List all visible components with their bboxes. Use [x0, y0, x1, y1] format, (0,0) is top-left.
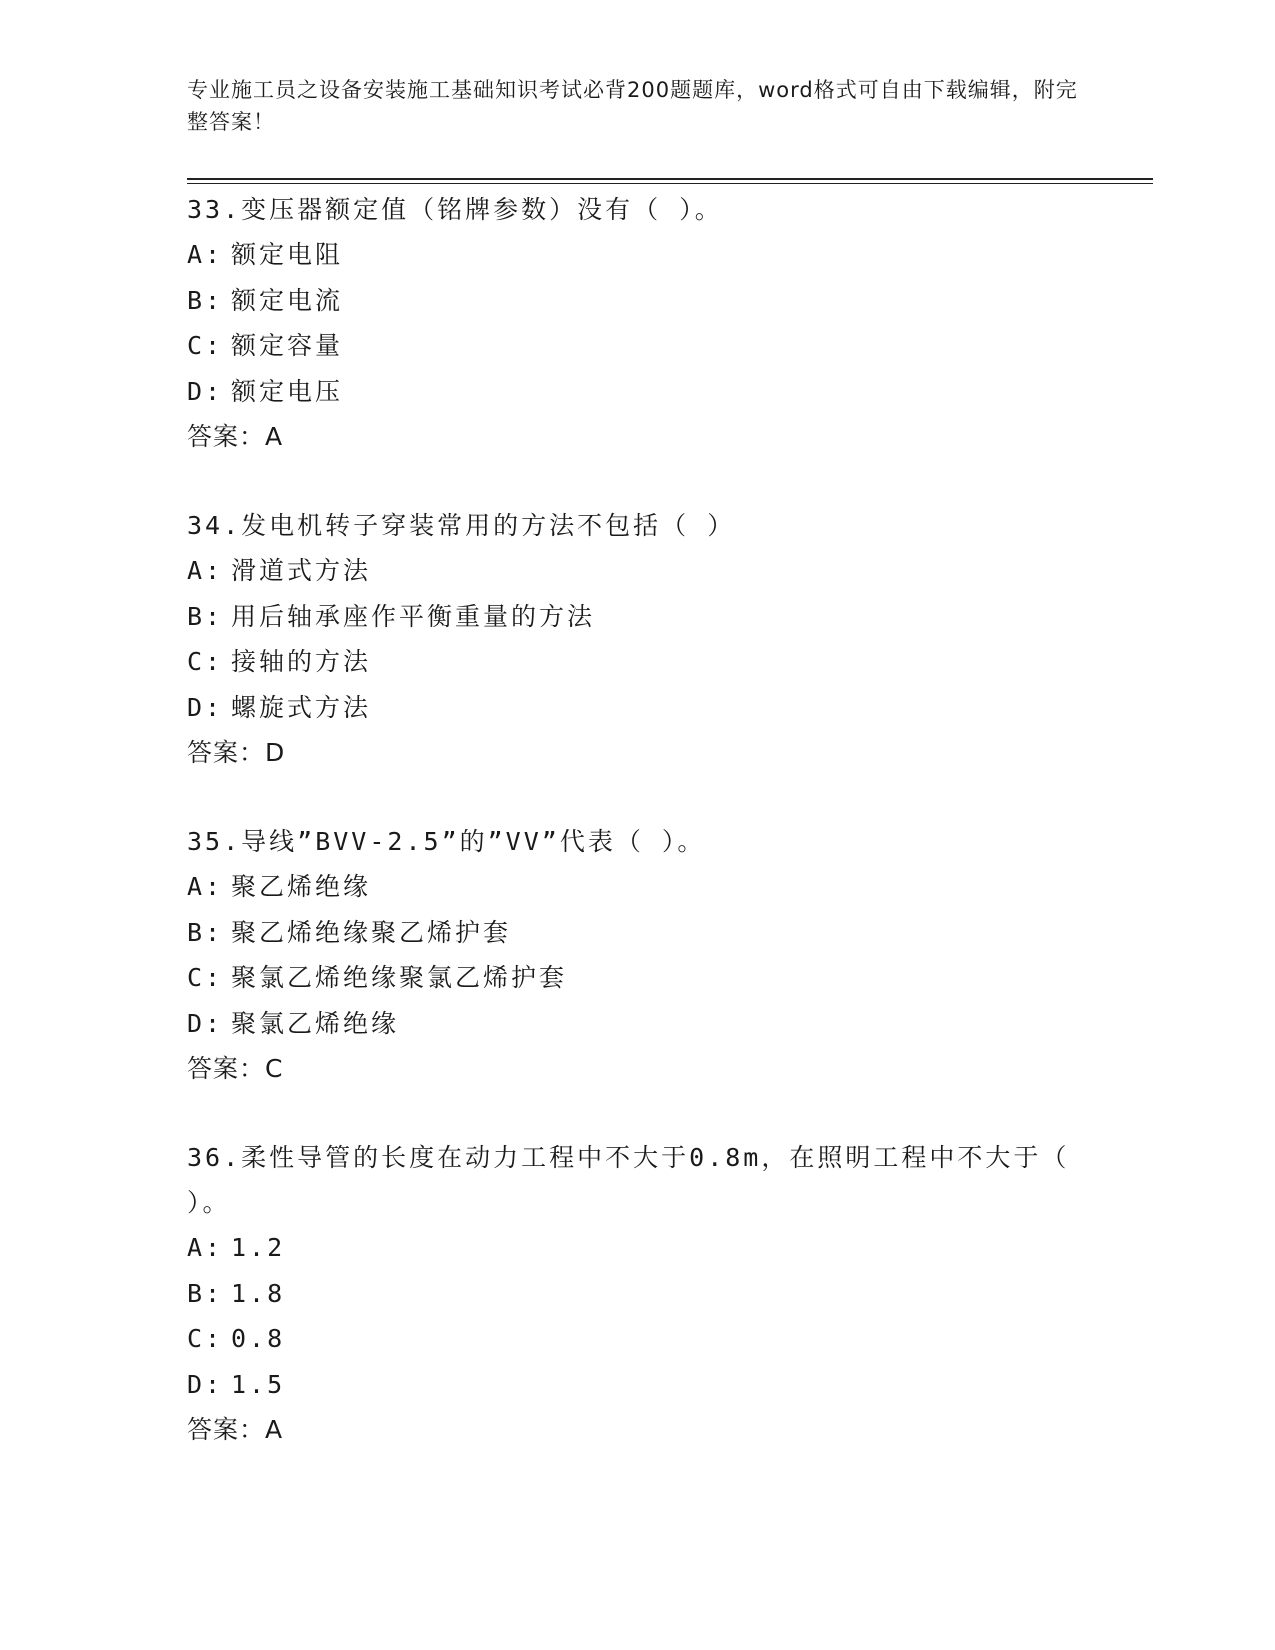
question-stem: 36.柔性导管的长度在动力工程中不大于0.8m，在照明工程中不大于（ ）。 [187, 1143, 1070, 1217]
answer-line: 答案：C [187, 1054, 284, 1083]
option-letter: B: [187, 1278, 224, 1308]
option-letter: D: [187, 1369, 224, 1399]
document-intro: 专业施工员之设备安装施工基础知识考试必背200题题库，word格式可自由下载编辑，附完整答案！ [187, 78, 1078, 134]
question-stem: 33.变压器额定值（铭牌参数）没有（ ）。 [187, 195, 723, 224]
option-a [187, 232, 1087, 278]
option-d [187, 369, 1087, 415]
option-text: 螺旋式方法 [231, 692, 372, 722]
option-letter: C: [187, 647, 224, 676]
question-36 [187, 1135, 1077, 1453]
answer-line: 答案：D [187, 738, 286, 767]
option-text: 用后轴承座作平衡重量的方法 [231, 601, 596, 631]
option-d [187, 685, 1087, 731]
option-letter: C: [187, 331, 224, 360]
option-letter: D: [187, 692, 224, 722]
option-letter: B: [187, 917, 224, 947]
question-33 [187, 187, 1087, 460]
option-a [187, 864, 1087, 910]
question-stem: 35.导线”BVV-2.5”的”VV”代表（ ）。 [187, 827, 706, 856]
option-letter: A: [187, 1233, 224, 1262]
option-b [187, 1271, 1077, 1317]
option-letter: C: [187, 1324, 224, 1353]
option-text: 额定电压 [231, 376, 344, 406]
option-c [187, 955, 1087, 1001]
option-text: 滑道式方法 [231, 556, 372, 585]
option-letter: B: [187, 285, 224, 315]
option-a [187, 1225, 1077, 1271]
option-c [187, 1316, 1077, 1362]
option-c [187, 639, 1087, 685]
option-d [187, 1362, 1077, 1408]
header-divider-thick [187, 178, 1153, 180]
answer-line: 答案：A [187, 422, 284, 451]
option-text: 1.5 [231, 1369, 286, 1399]
option-text: 1.2 [231, 1233, 286, 1262]
option-text: 聚乙烯绝缘 [231, 872, 372, 901]
option-letter: A: [187, 556, 224, 585]
option-text: 接轴的方法 [231, 647, 372, 676]
option-b [187, 910, 1087, 956]
option-text: 聚氯乙烯绝缘 [231, 1008, 400, 1038]
option-letter: B: [187, 601, 224, 631]
option-letter: A: [187, 240, 224, 269]
question-35 [187, 819, 1087, 1092]
option-text: 额定电阻 [231, 240, 344, 269]
option-text: 1.8 [231, 1278, 286, 1308]
option-a [187, 548, 1087, 594]
option-text: 额定容量 [231, 331, 344, 360]
option-text: 聚乙烯绝缘聚乙烯护套 [231, 917, 512, 947]
option-b [187, 594, 1087, 640]
option-text: 额定电流 [231, 285, 344, 315]
option-letter: C: [187, 963, 224, 992]
option-text: 聚氯乙烯绝缘聚氯乙烯护套 [231, 963, 568, 992]
option-letter: D: [187, 1008, 224, 1038]
option-c [187, 323, 1087, 369]
option-letter: A: [187, 872, 224, 901]
option-b [187, 278, 1087, 324]
option-text: 0.8 [231, 1324, 286, 1353]
question-34 [187, 503, 1087, 776]
option-d [187, 1001, 1087, 1047]
answer-line: 答案：A [187, 1415, 284, 1444]
question-stem: 34.发电机转子穿装常用的方法不包括（ ） [187, 511, 736, 540]
header-divider-thin [187, 183, 1153, 184]
option-letter: D: [187, 376, 224, 406]
